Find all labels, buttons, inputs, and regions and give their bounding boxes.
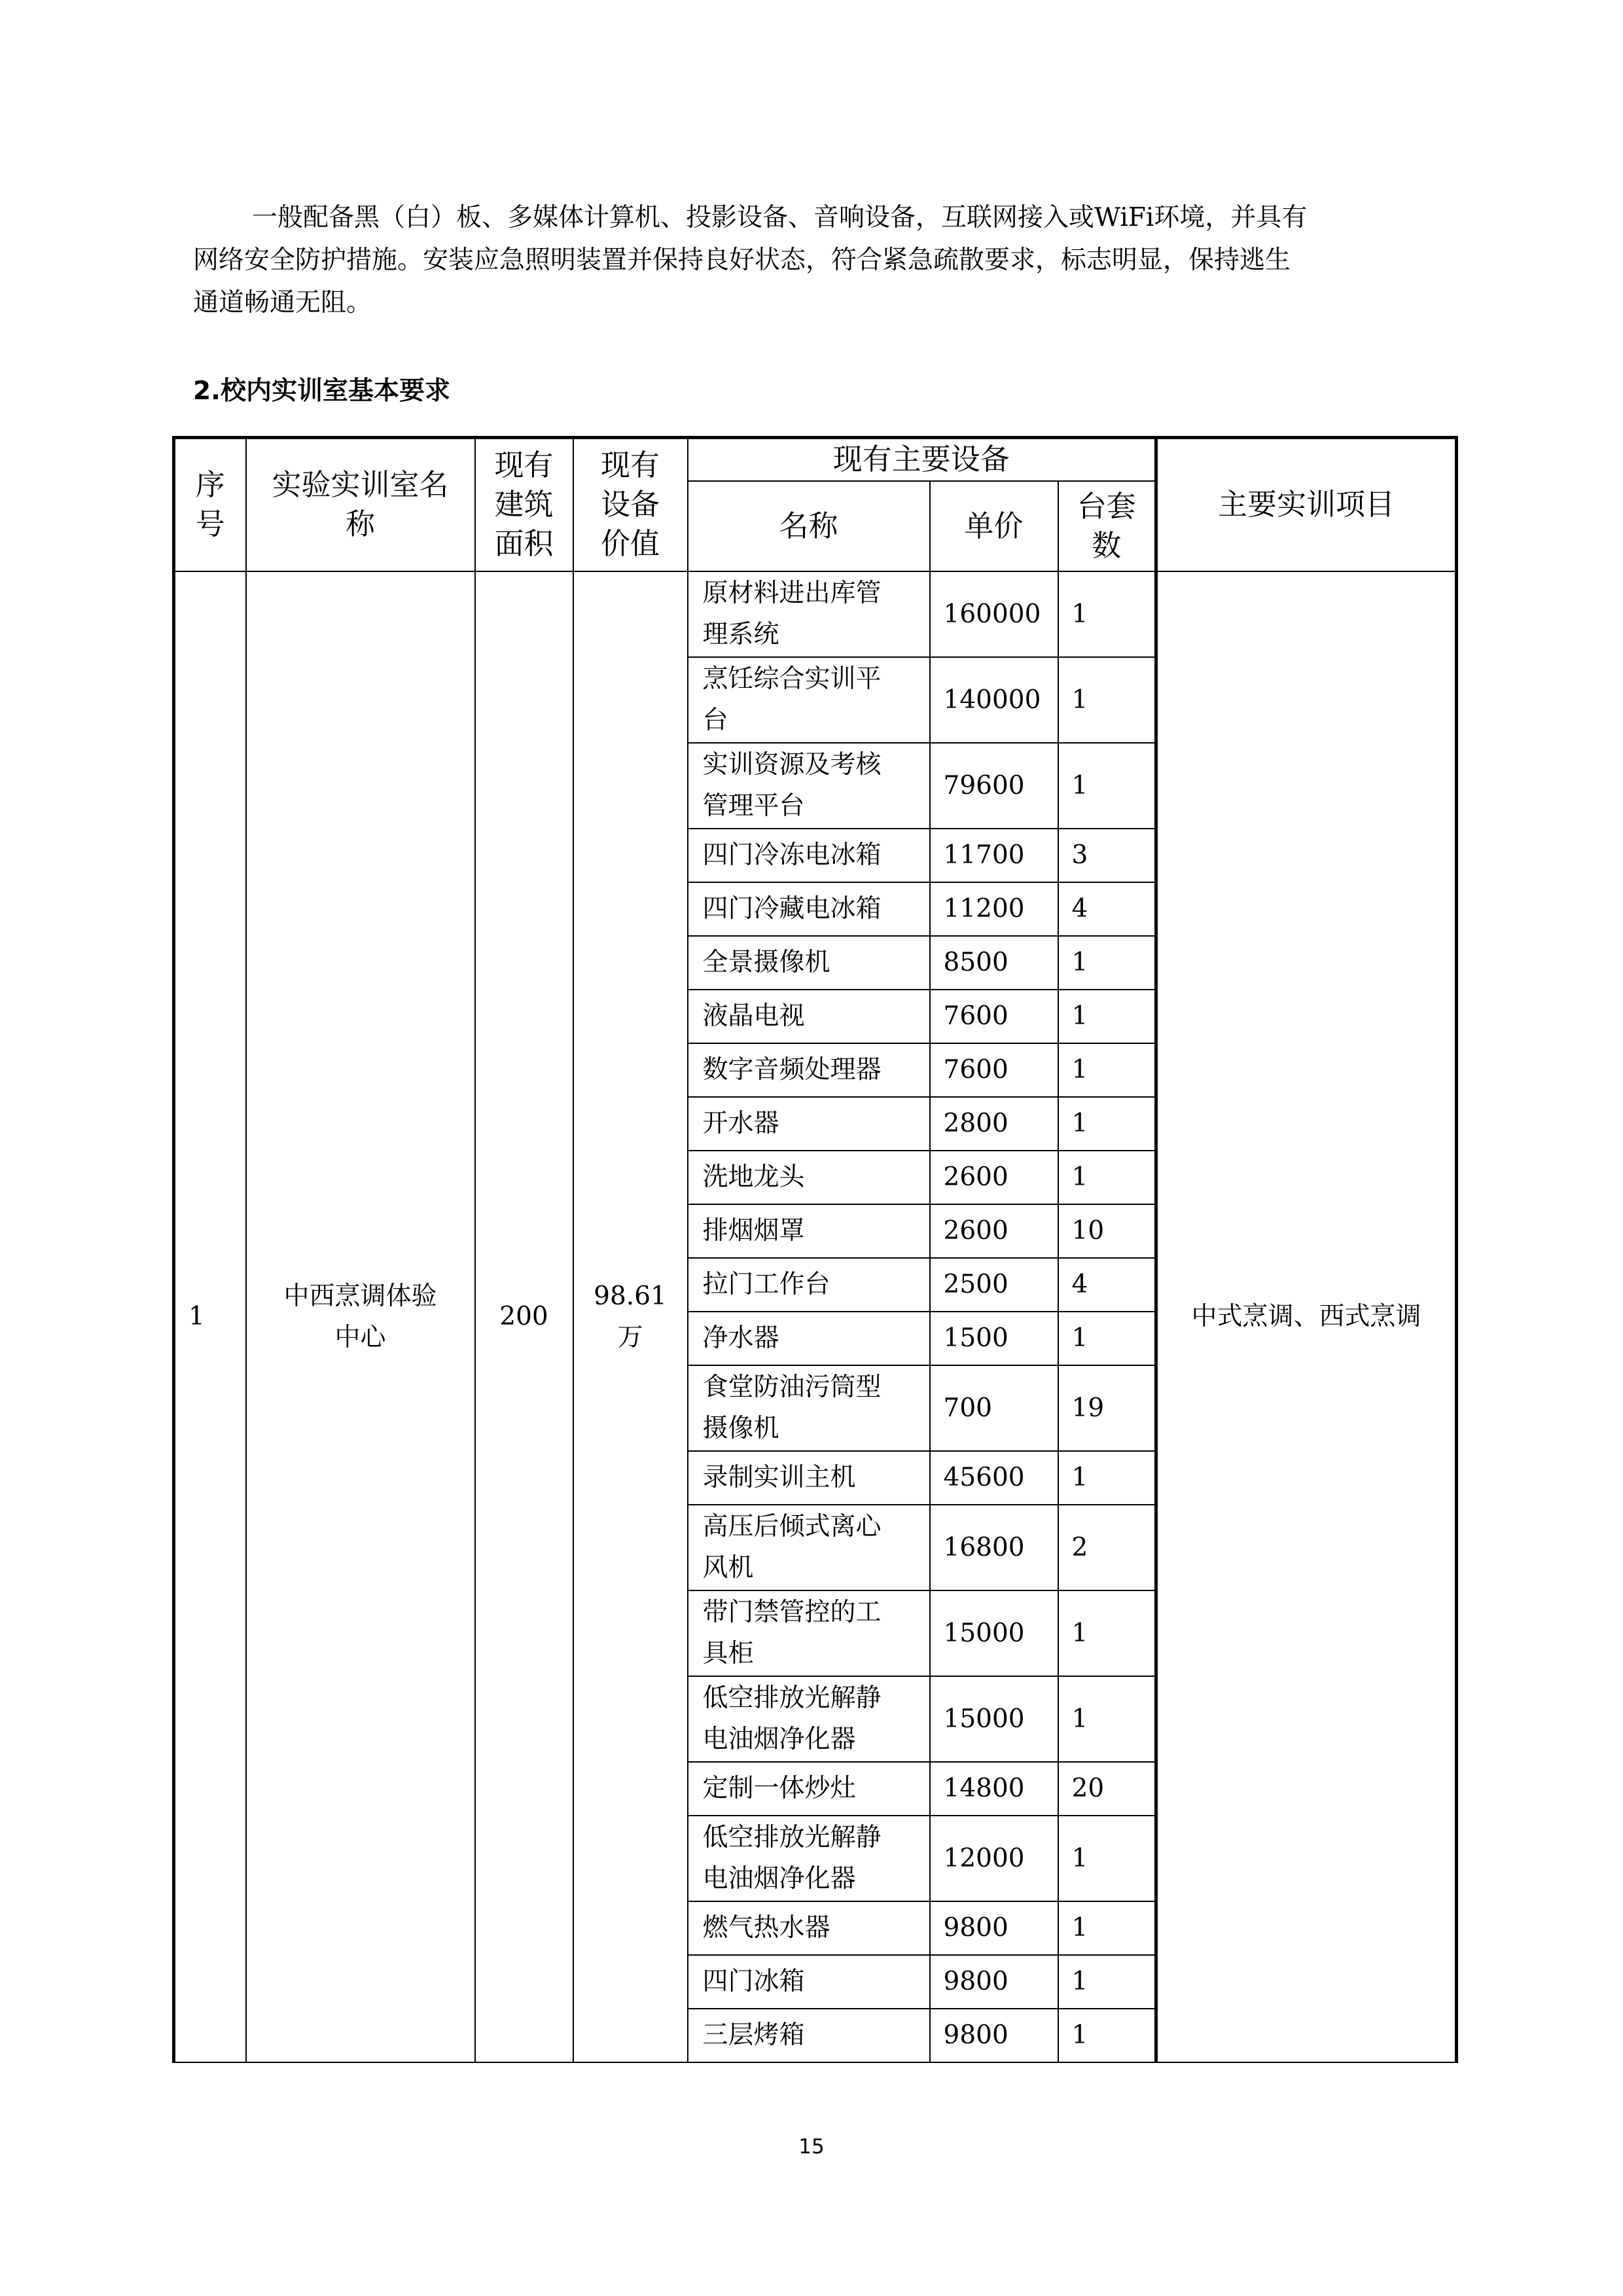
equipment-name-cell: 四门冰箱 [688, 1955, 930, 2009]
equipment-price-cell: 12000 [930, 1816, 1058, 1901]
equipment-price-cell: 15000 [930, 1590, 1058, 1676]
equipment-name-cell: 数字音频处理器 [688, 1043, 930, 1097]
equipment-count-cell: 1 [1058, 1590, 1156, 1676]
equipment-name-cell: 四门冷冻电冰箱 [688, 829, 930, 882]
equipment-count-cell: 19 [1058, 1365, 1156, 1451]
lab-area-cell: 200 [475, 571, 573, 2062]
equipment-price-cell: 7600 [930, 990, 1058, 1043]
header-lab-name: 实验实训室名 称 [246, 438, 475, 571]
equipment-name-cell: 排烟烟罩 [688, 1204, 930, 1258]
equipment-name-cell: 燃气热水器 [688, 1901, 930, 1955]
equipment-price-cell: 16800 [930, 1505, 1058, 1590]
equipment-name-cell: 三层烤箱 [688, 2009, 930, 2062]
equipment-price-cell: 2800 [930, 1097, 1058, 1151]
equipment-count-cell: 1 [1058, 743, 1156, 829]
equipment-price-cell: 2500 [930, 1258, 1058, 1312]
equipment-price-cell: 9800 [930, 1955, 1058, 2009]
equipment-price-cell: 45600 [930, 1451, 1058, 1505]
equipment-price-cell: 9800 [930, 1901, 1058, 1955]
section-heading: 2.校内实训室基本要求 [193, 376, 450, 406]
header-area: 现有 建筑 面积 [475, 438, 573, 571]
table-header [174, 438, 1457, 571]
lab-value-cell: 98.61 万 [573, 571, 688, 2062]
equipment-price-cell: 15000 [930, 1676, 1058, 1762]
header-equipment-group: 现有主要设备 [688, 438, 1156, 481]
equipment-count-cell: 1 [1058, 1097, 1156, 1151]
equipment-count-cell: 1 [1058, 657, 1156, 743]
equipment-count-cell: 3 [1058, 829, 1156, 882]
equipment-count-cell: 4 [1058, 882, 1156, 936]
equipment-price-cell: 9800 [930, 2009, 1058, 2062]
intro-line: 网络安全防护措施。安装应急照明装置并保持良好状态，符合紧急疏散要求，标志明显，保持逃生 [193, 245, 1291, 275]
equipment-price-cell: 700 [930, 1365, 1058, 1451]
table-body [174, 571, 1457, 2062]
equipment-name-cell: 带门禁管控的工 具柜 [688, 1590, 930, 1676]
equipment-name-cell: 洗地龙头 [688, 1151, 930, 1204]
equipment-price-cell: 8500 [930, 936, 1058, 990]
equipment-count-cell: 1 [1058, 1043, 1156, 1097]
equipment-name-cell: 拉门工作台 [688, 1258, 930, 1312]
lab-equipment-table [172, 436, 1458, 2063]
equipment-name-cell: 低空排放光解静 电油烟净化器 [688, 1816, 930, 1901]
equipment-count-cell: 1 [1058, 1955, 1156, 2009]
equipment-count-cell: 1 [1058, 1151, 1156, 1204]
header-eq-price: 单价 [930, 481, 1058, 571]
equipment-name-cell: 定制一体炒灶 [688, 1762, 930, 1816]
equipment-price-cell: 11700 [930, 829, 1058, 882]
intro-paragraph [193, 196, 1443, 324]
equipment-name-cell: 食堂防油污筒型 摄像机 [688, 1365, 930, 1451]
equipment-name-cell: 低空排放光解静 电油烟净化器 [688, 1676, 930, 1762]
header-eq-name: 名称 [688, 481, 930, 571]
lab-projects-cell: 中式烹调、西式烹调 [1156, 571, 1457, 2062]
equipment-count-cell: 20 [1058, 1762, 1156, 1816]
equipment-name-cell: 全景摄像机 [688, 936, 930, 990]
equipment-count-cell: 1 [1058, 1816, 1156, 1901]
equipment-count-cell: 1 [1058, 1901, 1156, 1955]
equipment-name-cell: 录制实训主机 [688, 1451, 930, 1505]
equipment-price-cell: 7600 [930, 1043, 1058, 1097]
equipment-count-cell: 4 [1058, 1258, 1156, 1312]
equipment-name-cell: 高压后倾式离心 风机 [688, 1505, 930, 1590]
equipment-name-cell: 开水器 [688, 1097, 930, 1151]
equipment-count-cell: 10 [1058, 1204, 1156, 1258]
equipment-price-cell: 140000 [930, 657, 1058, 743]
page-number: 15 [798, 2135, 825, 2159]
equipment-name-cell: 烹饪综合实训平 台 [688, 657, 930, 743]
header-seq: 序 号 [174, 438, 246, 571]
equipment-price-cell: 1500 [930, 1312, 1058, 1365]
equipment-price-cell: 79600 [930, 743, 1058, 829]
lab-seq-cell: 1 [174, 571, 246, 2062]
equipment-price-cell: 11200 [930, 882, 1058, 936]
equipment-count-cell: 1 [1058, 936, 1156, 990]
table-row [174, 571, 1457, 657]
header-value: 现有 设备 价值 [573, 438, 688, 571]
equipment-name-cell: 净水器 [688, 1312, 930, 1365]
equipment-name-cell: 实训资源及考核 管理平台 [688, 743, 930, 829]
intro-line: 一般配备黑（白）板、多媒体计算机、投影设备、音响设备，互联网接入或WiFi环境，并具有 [252, 203, 1308, 232]
equipment-name-cell: 原材料进出库管 理系统 [688, 571, 930, 657]
equipment-count-cell: 1 [1058, 1676, 1156, 1762]
equipment-count-cell: 1 [1058, 2009, 1156, 2062]
equipment-count-cell: 1 [1058, 571, 1156, 657]
equipment-name-cell: 液晶电视 [688, 990, 930, 1043]
equipment-price-cell: 160000 [930, 571, 1058, 657]
equipment-price-cell: 2600 [930, 1151, 1058, 1204]
equipment-count-cell: 1 [1058, 990, 1156, 1043]
equipment-name-cell: 四门冷藏电冰箱 [688, 882, 930, 936]
intro-line: 通道畅通无阻。 [193, 288, 372, 317]
header-projects: 主要实训项目 [1156, 438, 1457, 571]
equipment-price-cell: 14800 [930, 1762, 1058, 1816]
equipment-count-cell: 2 [1058, 1505, 1156, 1590]
equipment-count-cell: 1 [1058, 1312, 1156, 1365]
equipment-price-cell: 2600 [930, 1204, 1058, 1258]
lab-name-cell: 中西烹调体验 中心 [246, 571, 475, 2062]
equipment-count-cell: 1 [1058, 1451, 1156, 1505]
header-eq-count: 台套 数 [1058, 481, 1156, 571]
